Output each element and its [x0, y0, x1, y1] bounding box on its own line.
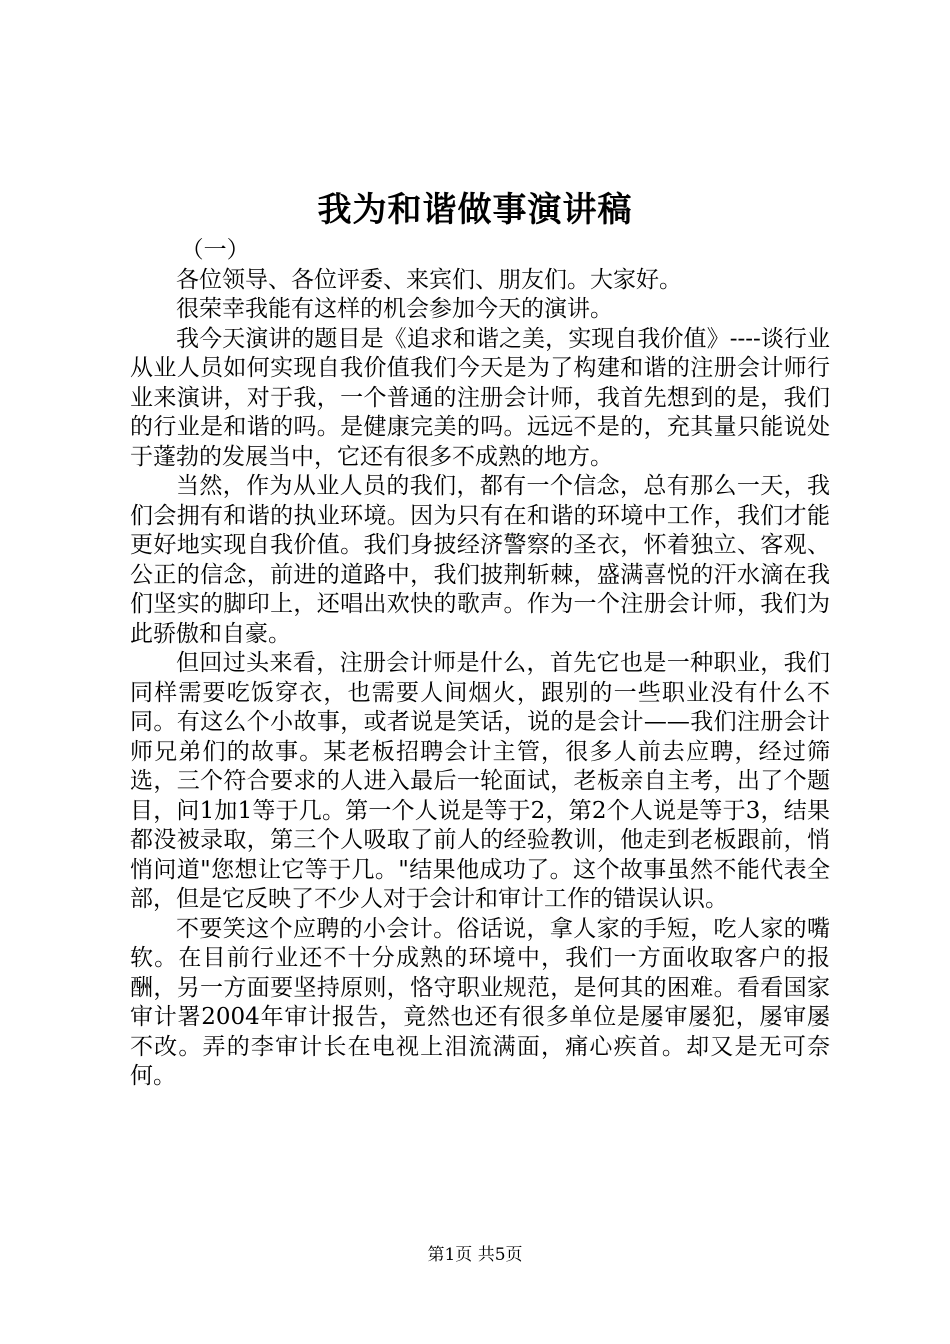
- section-number: （一）: [180, 237, 250, 263]
- document-title: 我为和谐做事演讲稿: [317, 190, 633, 230]
- greeting-paragraph: 各位领导、各位评委、来宾们、朋友们。大家好。: [176, 266, 682, 293]
- body-paragraph: 当然，作为从业人员的我们，都有一个信念，总有那么一天，我们会拥有和谐的执业环境。因为只有在和谐的环境中工作，我们才能更好地实现自我价值。我们身披经济警察的圣衣，怀着独立、客观、公正的信念，前进的道路中，我们披荆斩棘，盛满喜悦的汗水滴在我们坚实的脚印上，还唱出欢快的歌声。作为一个注册会计师，我们为此骄傲和自豪。: [130, 473, 830, 647]
- body-paragraph: 我今天演讲的题目是《追求和谐之美，实现自我价值》----谈行业从业人员如何实现自我价值我们今天是为了构建和谐的注册会计师行业来演讲，对于我，一个普通的注册会计师，我首先想到的是，我们的行业是和谐的吗。是健康完美的吗。远远不是的，充其量只能说处于蓬勃的发展当中，它还有很多不成熟的地方。: [130, 325, 830, 470]
- body-paragraph: 但回过头来看，注册会计师是什么，首先它也是一种职业，我们同样需要吃饭穿衣，也需要人间烟火，跟别的一些职业没有什么不同。有这么个小故事，或者说是笑话，说的是会计——我们注册会计师兄弟们的故事。某老板招聘会计主管，很多人前去应聘，经过筛选，三个符合要求的人进入最后一轮面试，老板亲自主考，出了个题目，问1加1等于几。第一个人说是等于2，第2个人说是等于3，结果都没被录取，第三个人吸取了前人的经验教训，他走到老板跟前，悄悄问道"您想让它等于几。"结果他成功了。这个故事虽然不能代表全部，但是它反映了不少人对于会计和审计工作的错误认识。: [130, 650, 830, 912]
- page-footer: 第1页 共5页: [427, 1245, 523, 1265]
- body-paragraph: 不要笑这个应聘的小会计。俗话说，拿人家的手短，吃人家的嘴软。在目前行业还不十分成熟的环境中，我们一方面收取客户的报酬，另一方面要坚持原则，恪守职业规范，是何其的困难。看看国家审计署2004年审计报告，竟然也还有很多单位是屡审屡犯，屡审屡不改。弄的李审计长在电视上泪流满面，痛心疾首。却又是无可奈何。: [130, 915, 830, 1089]
- document-body: [130, 236, 830, 1092]
- intro-paragraph: 很荣幸我能有这样的机会参加今天的演讲。: [176, 296, 613, 322]
